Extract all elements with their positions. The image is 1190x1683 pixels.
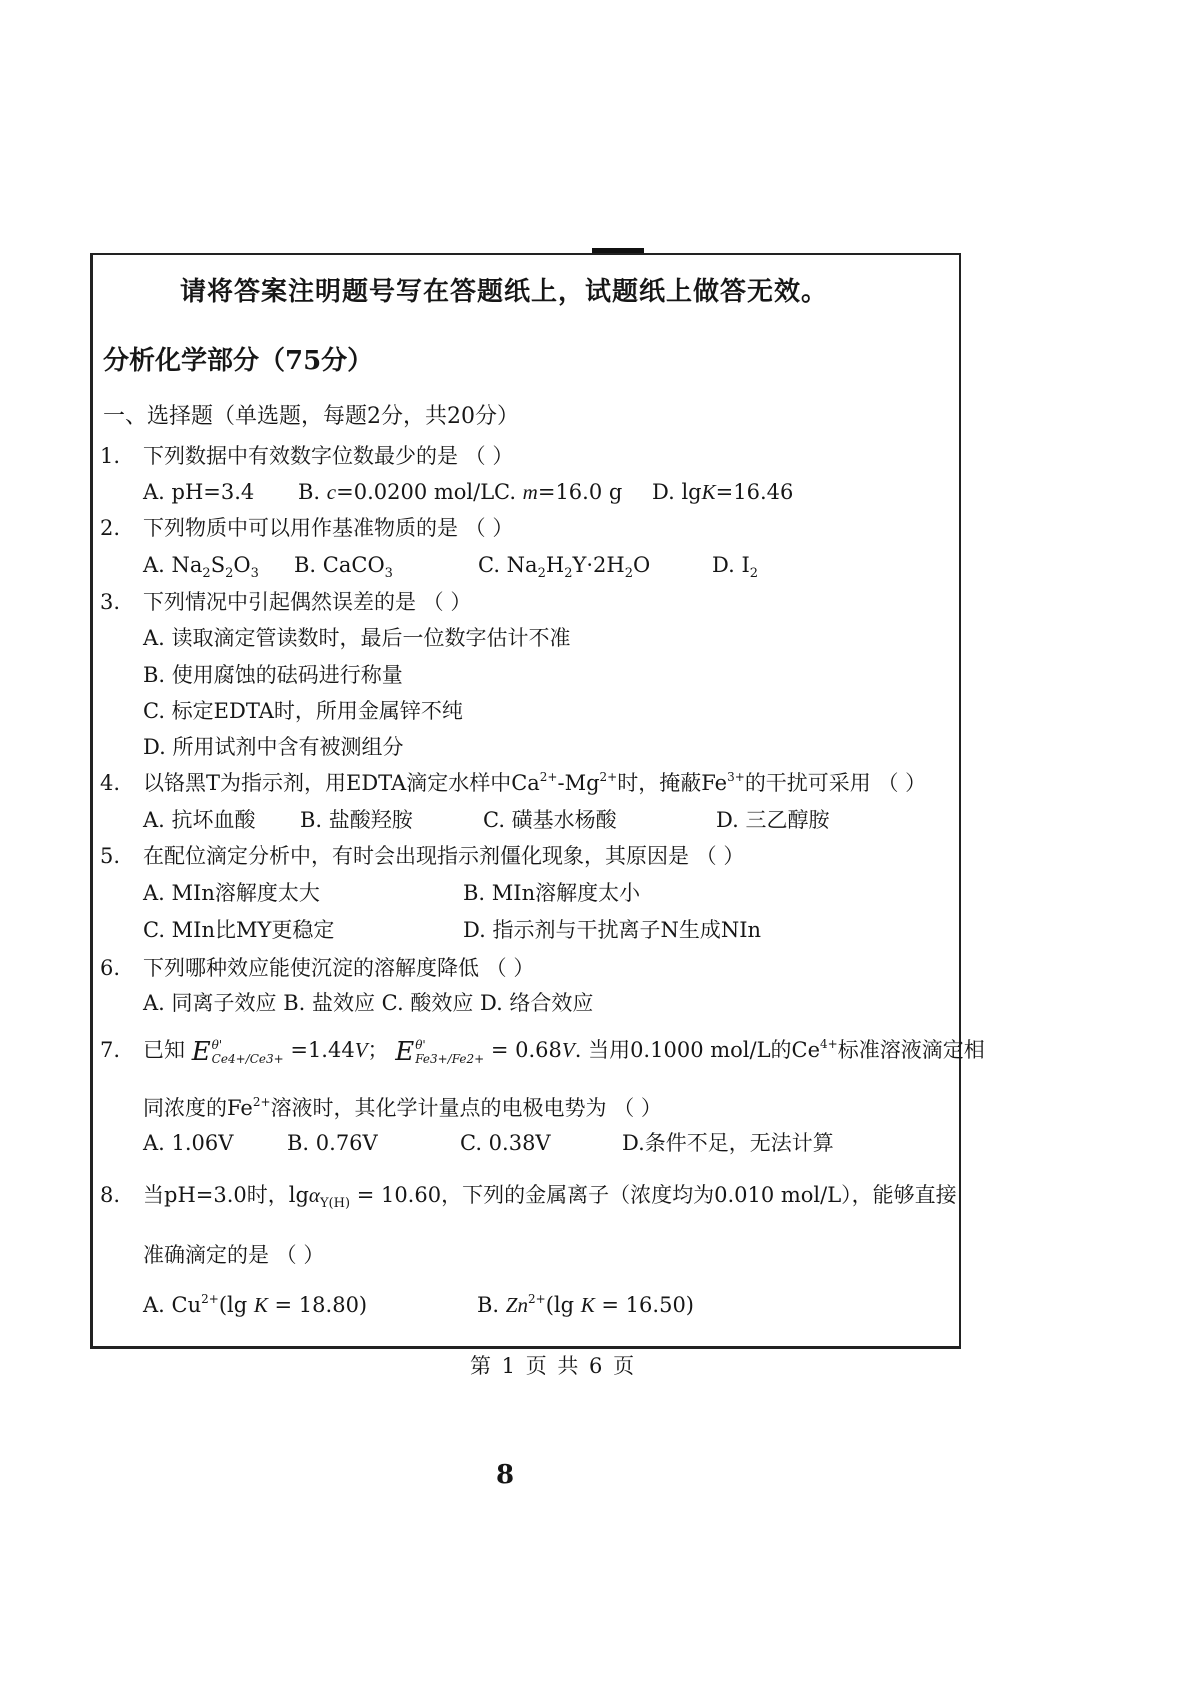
text-run: B. 使用腐蚀的砝码进行称量: [143, 663, 403, 687]
subscript: 2: [202, 566, 211, 581]
script-stack: [415, 1038, 484, 1066]
question-number: 5.: [100, 844, 121, 868]
option-choice: [143, 1291, 367, 1319]
question-number: 8.: [100, 1183, 121, 1207]
subscript: 3: [250, 566, 259, 581]
variable: Zn: [505, 1293, 528, 1317]
potential-symbol: [395, 1038, 484, 1066]
line-text: [143, 842, 744, 870]
text-run: 下列数据中有效数字位数最少的是 （ ）: [143, 444, 514, 468]
superscript: 2+: [527, 1292, 546, 1306]
line-text: [143, 514, 513, 542]
option-choice: [652, 478, 793, 506]
superscript: θ': [211, 1037, 223, 1052]
text-run: 下列哪种效应能使沉淀的溶解度降低 （ ）: [143, 956, 535, 980]
text-run: C. 磺基水杨酸: [483, 808, 617, 832]
text-run: A. MIn溶解度太大: [143, 881, 320, 905]
option-choice: [478, 551, 650, 579]
text-run: =0.0200 mol/L: [336, 480, 495, 504]
line-text: [103, 347, 373, 375]
variable: V: [561, 1038, 575, 1062]
text-run: = 10.60，下列的金属离子（浓度均为0.010 mol/L），能够直接: [350, 1183, 957, 1207]
text-run: A. 1.06V: [143, 1131, 234, 1155]
subscript: 2: [624, 566, 633, 581]
potential-symbol: [192, 1038, 284, 1066]
subscript: 2: [537, 566, 546, 581]
superscript: 3+: [727, 770, 745, 784]
text-run: D. I: [712, 553, 750, 577]
text-run: Y·2H: [572, 553, 625, 577]
option-choice: [143, 806, 256, 834]
text-run: S: [210, 553, 226, 577]
line-text: [180, 278, 828, 306]
option-choice: [463, 916, 761, 944]
text-run: 分析化学部分（75分）: [103, 346, 374, 376]
superscript: 2+: [252, 1095, 271, 1109]
text-run: C. Na: [478, 553, 538, 577]
variable: c: [326, 480, 337, 504]
line-text: [143, 954, 534, 982]
text-run: A. 抗坏血酸: [143, 808, 256, 832]
line-text: [143, 661, 403, 689]
text-run: =16.0 g: [537, 480, 623, 504]
option-choice: [143, 551, 259, 579]
text-run: 在配位滴定分析中，有时会出现指示剂僵化现象，其原因是 （ ）: [143, 844, 745, 868]
text-run: 同浓度的Fe: [143, 1096, 253, 1120]
line-text: [143, 733, 403, 761]
option-choice: [622, 1129, 834, 1157]
text-run: C. 0.38V: [460, 1131, 551, 1155]
text-run: C.: [494, 480, 523, 504]
text-run: 标准溶液滴定相: [837, 1038, 985, 1062]
superscript: 2+: [599, 770, 618, 784]
question-number: 6.: [100, 956, 121, 980]
text-run: 一、选择题（单选题，每题2分，共20分）: [103, 404, 519, 429]
text-run: D. 所用试剂中含有被测组分: [143, 735, 404, 759]
line-text: [143, 1094, 662, 1122]
option-choice: [494, 478, 622, 506]
text-run: C. MIn比MY更稳定: [143, 918, 335, 942]
subscript: Ce4+/Ce3+: [211, 1051, 284, 1066]
subscript: 2: [564, 566, 573, 581]
option-choice: [477, 1291, 694, 1319]
question-number: 4.: [100, 771, 121, 795]
text-run: B. MIn溶解度太小: [463, 881, 641, 905]
line-text: [143, 1036, 985, 1066]
text-run: A. pH=3.4: [143, 480, 255, 504]
text-run: 下列情况中引起偶然误差的是 （ ）: [143, 590, 472, 614]
text-run: (lg: [218, 1293, 254, 1317]
option-choice: [298, 478, 494, 506]
text-run: 准确滴定的是 （ ）: [143, 1243, 325, 1267]
superscript: 2+: [201, 1292, 219, 1306]
variable: K: [580, 1293, 595, 1317]
text-run: O: [233, 553, 251, 577]
text-run: 当pH=3.0时，lg: [143, 1183, 309, 1207]
text-run: D.条件不足，无法计算: [622, 1131, 834, 1155]
text-run: O: [632, 553, 651, 577]
text-run: B. 盐酸羟胺: [300, 808, 413, 832]
option-choice: [712, 551, 758, 579]
line-text: [143, 1241, 324, 1269]
text-run: A. 同离子效应 B. 盐效应 C. 酸效应 D. 络合效应: [143, 991, 594, 1015]
option-choice: [143, 478, 254, 506]
symbol-e: E: [395, 1036, 415, 1067]
page-number: 8: [496, 1460, 515, 1490]
question-number: 1.: [100, 444, 121, 468]
text-run: (lg: [545, 1293, 581, 1317]
text-run: -Mg: [557, 771, 600, 795]
superscript: 2+: [539, 770, 558, 784]
option-choice: [300, 806, 413, 834]
text-run: H: [545, 553, 565, 577]
text-run: A. Cu: [143, 1293, 202, 1317]
option-choice: [463, 879, 640, 907]
text-run: =16.46: [715, 480, 794, 504]
text-run: D. 指示剂与干扰离子N生成NIn: [463, 918, 762, 942]
subscript: 2: [225, 566, 234, 581]
line-text: [143, 697, 463, 725]
option-choice: [294, 551, 393, 579]
text-run: 下列物质中可以用作基准物质的是 （ ）: [143, 516, 514, 540]
text-run: B.: [477, 1293, 506, 1317]
text-run: 溶液时，其化学计量点的电极电势为 （ ）: [270, 1096, 662, 1120]
question-number: 3.: [100, 590, 121, 614]
symbol-e: E: [191, 1036, 211, 1067]
subscript: Fe3+/Fe2+: [415, 1051, 485, 1066]
variable: K: [701, 480, 716, 504]
subscript: 2: [749, 566, 759, 581]
line-text: [103, 403, 519, 431]
text-run: D. 三乙醇胺: [716, 808, 830, 832]
subscript: 3: [384, 566, 393, 581]
text-run: . 当用0.1000 mol/L的Ce: [574, 1038, 821, 1062]
text-run: = 0.68: [484, 1038, 562, 1062]
text-run: A. Na: [143, 553, 203, 577]
variable: α: [308, 1183, 320, 1207]
superscript: θ': [415, 1037, 426, 1052]
question-number: 7.: [100, 1038, 121, 1062]
subscript: Y(H): [319, 1196, 351, 1211]
line-text: [143, 588, 471, 616]
variable: m: [522, 480, 538, 504]
line-text: [143, 442, 513, 470]
text-run: 已知: [143, 1038, 192, 1062]
variable: V: [354, 1038, 368, 1062]
line-text: [143, 989, 593, 1017]
text-run: A. 读取滴定管读数时，最后一位数字估计不准: [143, 626, 571, 650]
option-choice: [287, 1129, 378, 1157]
line-text: [143, 1181, 957, 1209]
question-number: 2.: [100, 516, 121, 540]
option-choice: [460, 1129, 551, 1157]
option-choice: [716, 806, 829, 834]
page-footer: 第 1 页 共 6 页: [470, 1354, 637, 1378]
text-run: D. lg: [652, 480, 702, 504]
text-run: =1.44: [283, 1038, 355, 1062]
option-choice: [143, 1129, 233, 1157]
text-run: 请将答案注明题号写在答题纸上，试题纸上做答无效。: [180, 277, 829, 307]
line-text: [143, 769, 926, 797]
text-run: C. 标定EDTA时，所用金属锌不纯: [143, 699, 463, 723]
variable: K: [253, 1293, 268, 1317]
text-run: B. 0.76V: [287, 1131, 378, 1155]
option-choice: [483, 806, 617, 834]
text-run: ；: [367, 1038, 396, 1062]
text-run: B. CaCO: [294, 553, 385, 577]
line-text: [143, 624, 571, 652]
text-run: 的干扰可采用 （ ）: [744, 771, 927, 795]
text-run: 以铬黑T为指示剂，用EDTA滴定水样中Ca: [143, 771, 540, 795]
option-choice: [143, 916, 334, 944]
text-run: = 16.50): [594, 1293, 694, 1317]
option-choice: [143, 879, 320, 907]
text-run: B.: [298, 480, 327, 504]
script-stack: [212, 1038, 284, 1066]
text-run: 时，掩蔽Fe: [617, 771, 728, 795]
text-run: = 18.80): [267, 1293, 368, 1317]
superscript: 4+: [820, 1037, 838, 1051]
